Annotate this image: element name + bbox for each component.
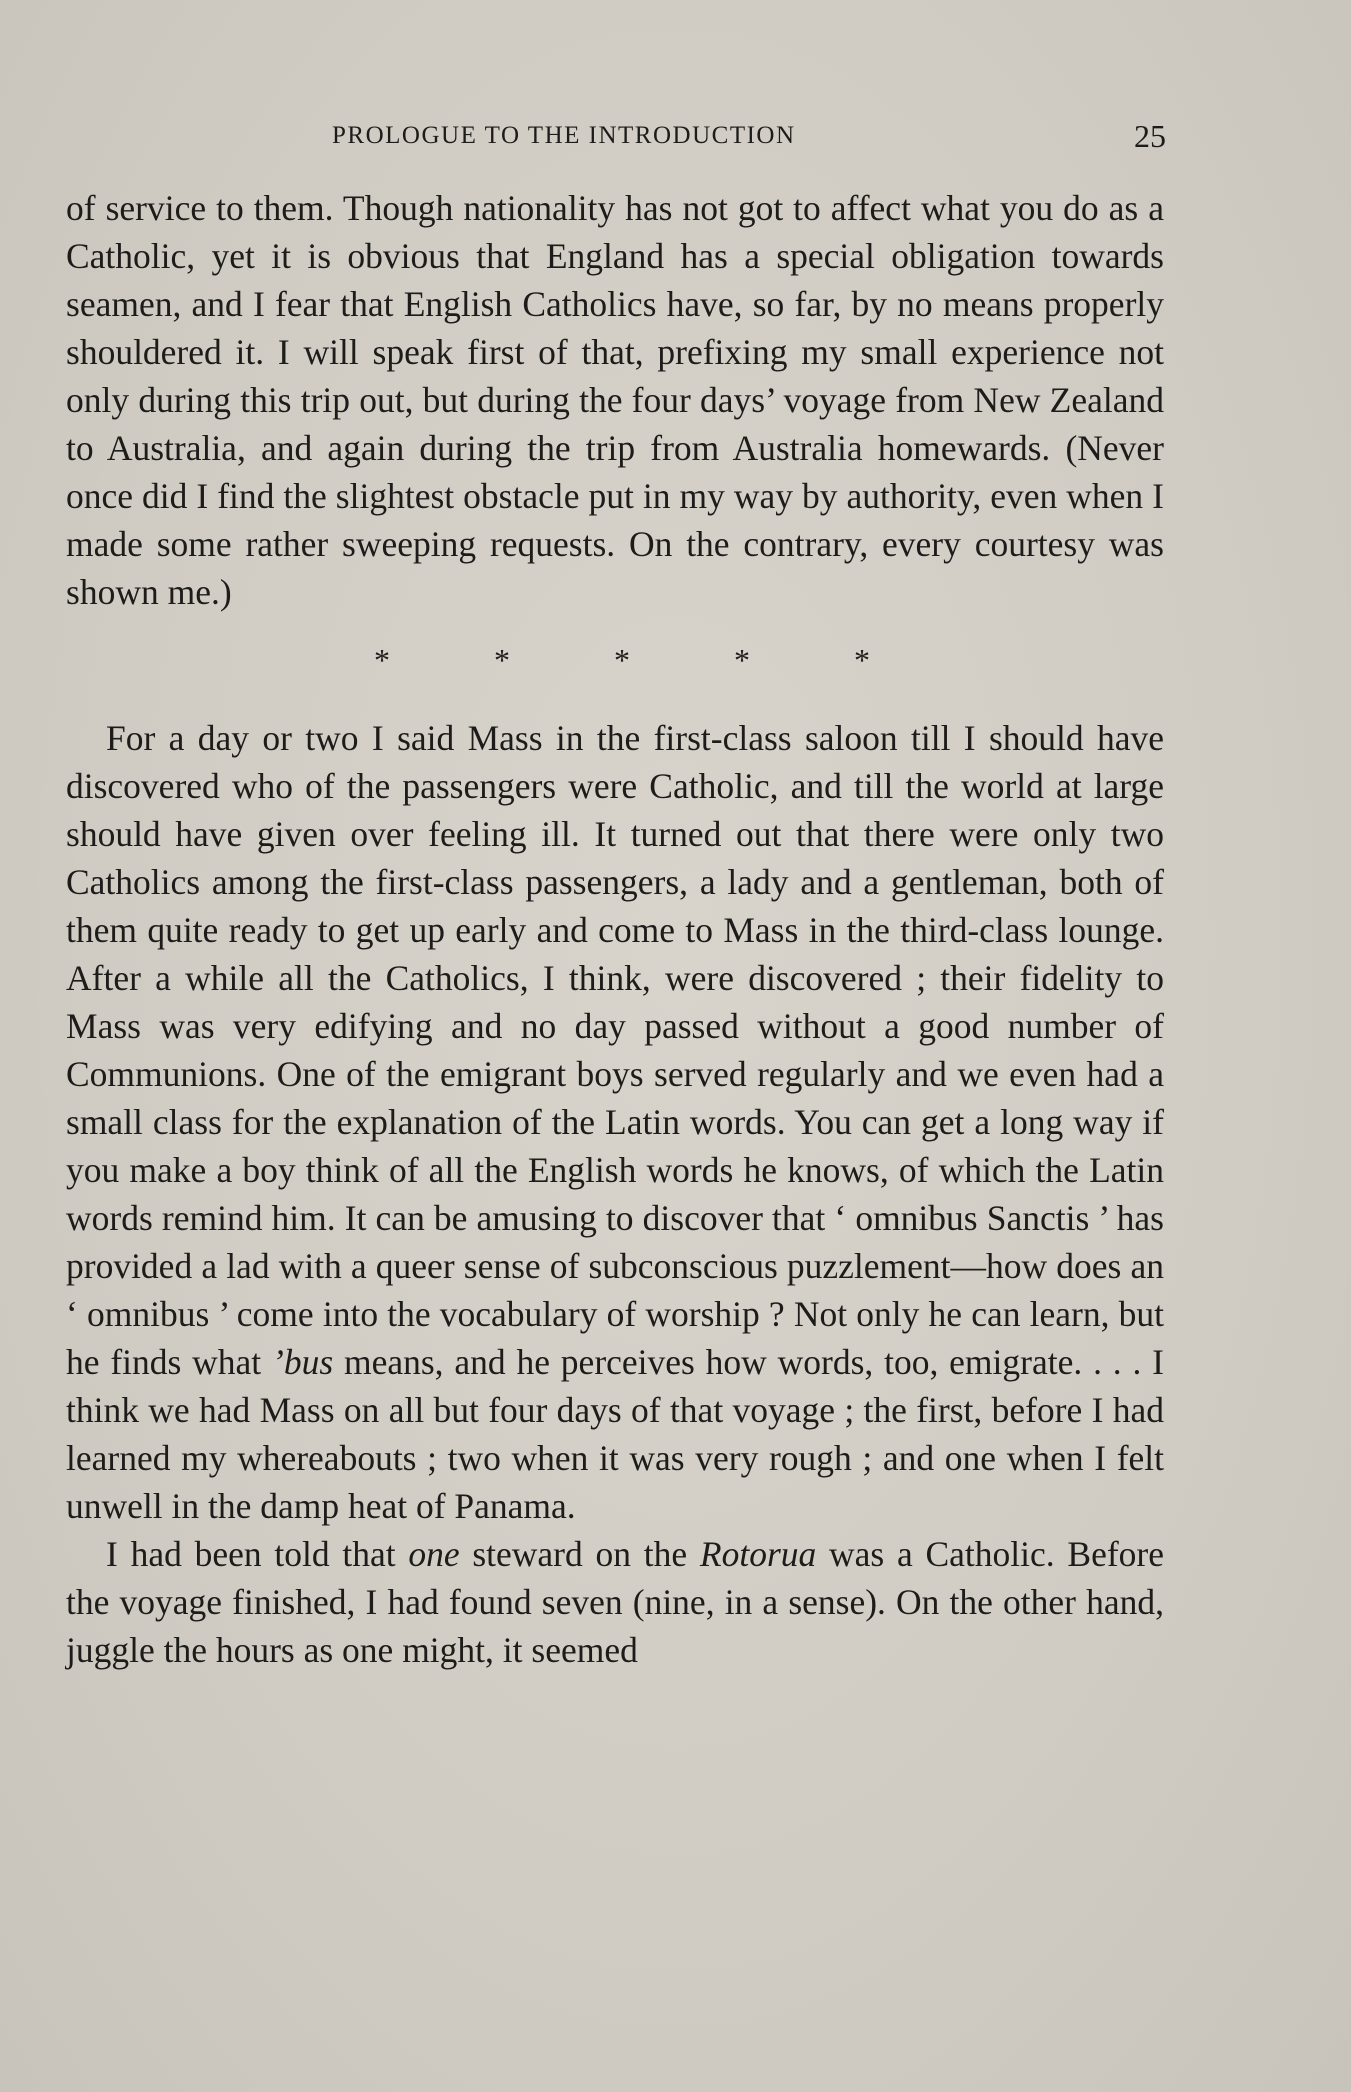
paragraph-2 bbox=[66, 714, 1164, 1530]
asterisk: * bbox=[734, 642, 750, 678]
paragraph-2-text-cont: means, and he perceives how words, too, emigrate. . . . I think we had Mass on all but four days of that voyage ; the first, before I had learned my whereabouts ; two when it was very rough ; and one when I felt unwell in the damp heat of Panama. bbox=[66, 1342, 1165, 1526]
ship-name-rotorua: Rotorua bbox=[699, 1534, 817, 1574]
section-break bbox=[66, 616, 1164, 704]
asterisk: * bbox=[614, 642, 630, 678]
paragraph-1: of service to them. Though nationality has not got to affect what you do as a Catholic, yet it is obvious that England has a special obligation towards seamen, and I fear that English Catholics have, so far, by no means properly shouldered it. I will speak first of that, prefixing my small experience not only during this trip out, but during the four days’ voyage from New Zealand to Australia, and again during the trip from Australia homewards. (Never once did I find the slightest obstacle put in my way by authority, even when I made some rather sweeping requests. On the contrary, every courtesy was shown me.) bbox=[66, 188, 1164, 612]
asterisk: * bbox=[374, 642, 390, 678]
asterisk: * bbox=[854, 642, 870, 678]
body-text bbox=[66, 184, 1164, 1674]
paragraph-3 bbox=[66, 1530, 1164, 1674]
paragraph-3-text-cont: steward on the bbox=[459, 1534, 700, 1574]
asterisk: * bbox=[494, 642, 510, 678]
running-title: PROLOGUE TO THE INTRODUCTION bbox=[332, 122, 796, 149]
italic-bus: ’bus bbox=[272, 1342, 334, 1382]
running-head bbox=[66, 118, 1166, 158]
paragraph-2-text: For a day or two I said Mass in the first-class saloon till I should have discovered who of the passengers were Catholic, and till the world at large should have given over feeling ill. It turned out that there were only two Catholics among the first-class passengers, a lady and a gentleman, both of them quite ready to get up early and come to Mass in the third-class lounge. After a while all the Catholics, I think, were discovered ; their fidelity to Mass was very edifying and no day passed without a good number of Communions. One of the emigrant boys served regularly and we even had a small class for the explanation of the Latin words. You can get a long way if you make a boy think of all the English words he knows, of which the Latin words remind him. It can be amusing to discover that ‘ omnibus Sanctis ’ has provided a lad with a queer sense of subconscious puzzlement—how does an ‘ omnibus ’ come into the vocabulary of worship ? Not only he can learn, but he finds what bbox=[66, 718, 1164, 1382]
paragraph-3-text: I had been told that bbox=[106, 1534, 409, 1574]
page-number: 25 bbox=[1134, 118, 1166, 154]
italic-one: one bbox=[408, 1534, 460, 1574]
paragraph-3-text-end: was a Catholic. Before the voyage finished, I had found seven (nine, in a sense). On the other hand, juggle the hours as one might, it seemed bbox=[66, 1534, 1164, 1670]
